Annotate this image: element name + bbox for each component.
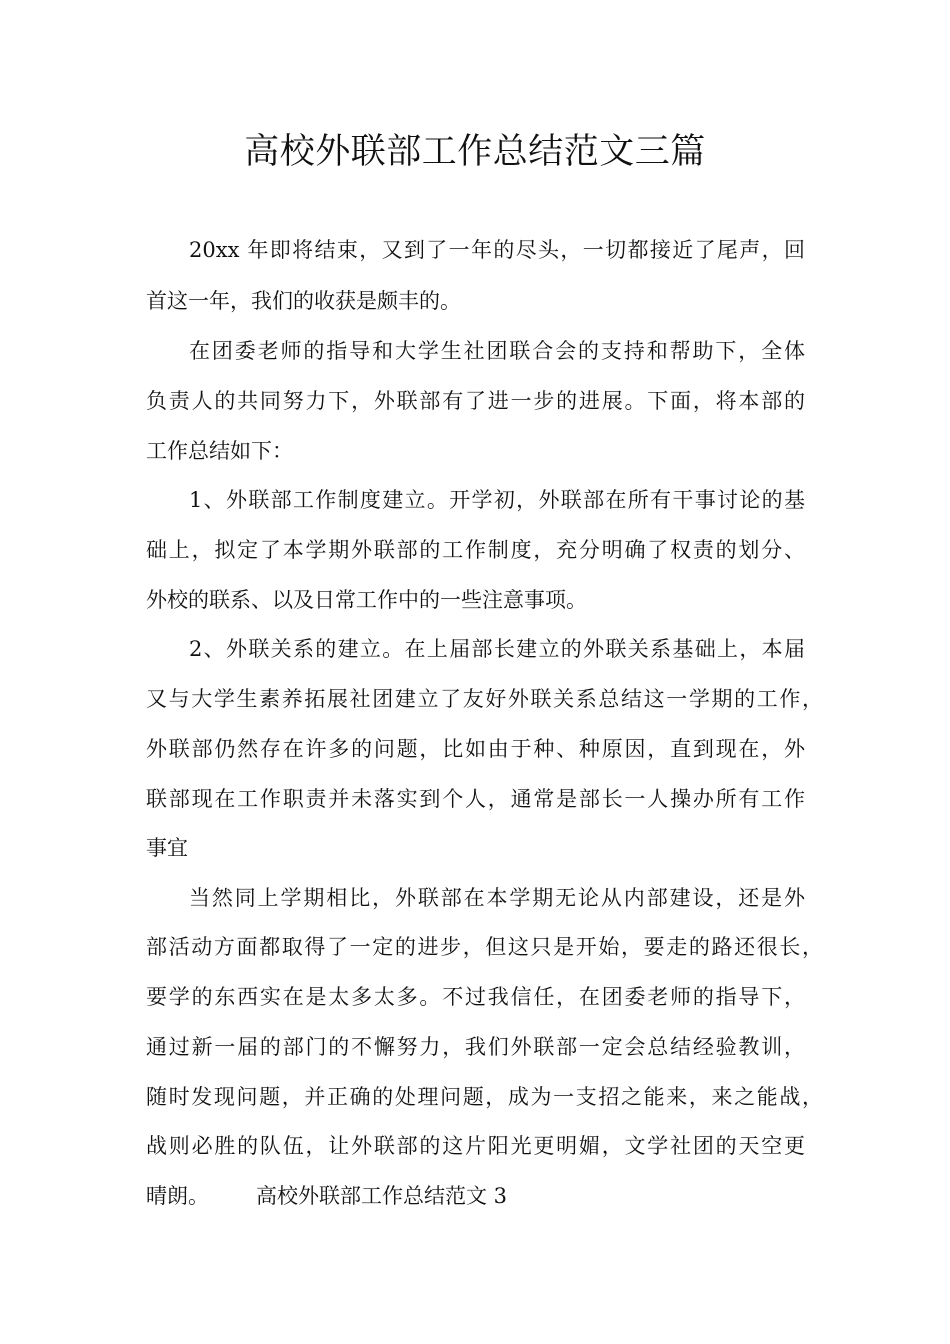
- paragraph-line: 负责人的共同努力下，外联部有了进一步的进展。下面，将本部的: [146, 389, 805, 413]
- paragraph-line: 外联部仍然存在许多的问题，比如由于种、种原因，直到现在，外: [146, 737, 805, 761]
- paragraph-line: 工作总结如下：: [146, 439, 293, 463]
- paragraph-line: 2、外联关系的建立。在上届部长建立的外联关系基础上，本届: [189, 637, 805, 661]
- paragraph-line: 联部现在工作职责并未落实到个人，通常是部长一人操办所有工作: [146, 787, 805, 811]
- next-article-heading: 高校外联部工作总结范文 3: [256, 1184, 508, 1208]
- paragraph-line: 随时发现问题，并正确的处理问题，成为一支招之能来，来之能战，: [146, 1085, 823, 1109]
- paragraph-line: 20xx 年即将结束，又到了一年的尽头，一切都接近了尾声，回: [189, 238, 805, 262]
- paragraph-line: 通过新一届的部门的不懈努力，我们外联部一定会总结经验教训，: [146, 1035, 805, 1059]
- paragraph-line: 事宜: [146, 836, 188, 860]
- paragraph-line: 在团委老师的指导和大学生社团联合会的支持和帮助下，全体: [189, 339, 805, 363]
- paragraph-line: 首这一年，我们的收获是颇丰的。: [146, 289, 461, 313]
- paragraph-line: 晴朗。 高校外联部工作总结范文 3: [0, 1176, 950, 1216]
- paragraph-line: 外校的联系、以及日常工作中的一些注意事项。: [146, 588, 587, 612]
- paragraph-line: 又与大学生素养拓展社团建立了友好外联关系总结这一学期的工作，: [146, 687, 823, 711]
- document-title: 高校外联部工作总结范文三篇: [244, 132, 706, 172]
- paragraph-line: 部活动方面都取得了一定的进步，但这只是开始，要走的路还很长，: [146, 935, 823, 959]
- paragraph-line: 要学的东西实在是太多太多。不过我信任，在团委老师的指导下，: [146, 985, 805, 1009]
- paragraph-line: 1、外联部工作制度建立。开学初，外联部在所有干事讨论的基: [189, 488, 805, 512]
- paragraph-line: 础上，拟定了本学期外联部的工作制度，充分明确了权责的划分、: [146, 538, 805, 562]
- paragraph-line: 战则必胜的队伍，让外联部的这片阳光更明媚，文学社团的天空更: [146, 1134, 805, 1158]
- paragraph-line: 当然同上学期相比，外联部在本学期无论从内部建设，还是外: [189, 886, 805, 910]
